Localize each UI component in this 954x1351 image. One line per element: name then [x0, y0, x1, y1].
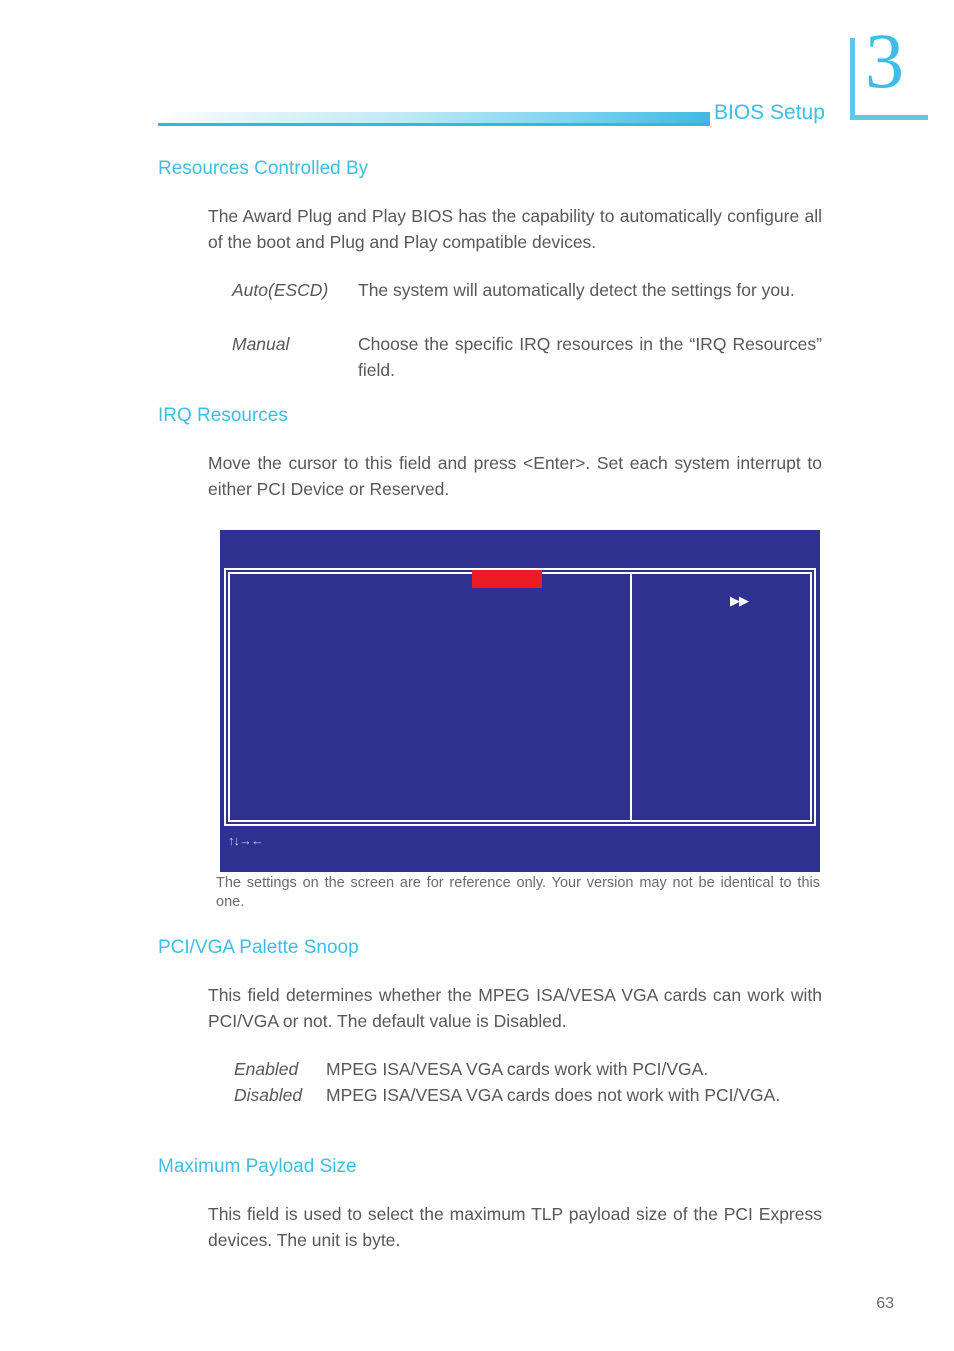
page-header [0, 0, 954, 150]
definition-auto-escd [232, 277, 822, 329]
definition-term: Disabled [234, 1085, 303, 1105]
paragraph-irq-resources: Move the cursor to this field and press <Enter>. Set each system interrupt to either PCI Device or Reserved. [208, 453, 822, 499]
definition-manual [232, 331, 822, 383]
paragraph-pci-vga-palette-snoop: This field determines whether the MPEG ISA/VESA VGA cards can work with PCI/VGA or not. The default value is Disabled. [208, 985, 822, 1031]
heading-pci-vga-palette-snoop: PCI/VGA Palette Snoop [158, 937, 359, 958]
definition-description: The system will automatically detect the settings for you. [358, 280, 795, 300]
definition-enabled [234, 1056, 822, 1082]
bios-setup-screenshot [220, 530, 820, 872]
definition-disabled [234, 1082, 822, 1134]
bios-arrow-keys-icon: ↑↓→← [228, 833, 263, 848]
bios-scroll-arrows-icon: ▶▶ [730, 593, 748, 608]
heading-irq-resources: IRQ Resources [158, 405, 288, 426]
heading-resources-controlled-by: Resources Controlled By [158, 158, 369, 179]
page-number: 63 [876, 1295, 894, 1312]
header-rule-underline [158, 123, 710, 126]
header-section-label: BIOS Setup [714, 101, 825, 124]
definition-description: MPEG ISA/VESA VGA cards does not work with PCI/VGA. [326, 1085, 781, 1105]
definition-term: Manual [232, 334, 290, 354]
chapter-bracket-vertical [850, 38, 855, 116]
definition-term: Enabled [234, 1059, 299, 1079]
bios-panel-divider [630, 574, 632, 820]
paragraph-resources-controlled-by: The Award Plug and Play BIOS has the capability to automatically configure all of the boot and Plug and Play compatible devices. [208, 206, 822, 252]
header-gradient-rule [158, 112, 710, 123]
chapter-bracket-horizontal [850, 115, 928, 120]
figure-caption: The settings on the screen are for reference only. Your version may not be identical to this one. [216, 875, 820, 910]
definition-term: Auto(ESCD) [232, 280, 329, 300]
definition-description: MPEG ISA/VESA VGA cards work with PCI/VGA. [326, 1059, 709, 1079]
heading-maximum-payload-size: Maximum Payload Size [158, 1156, 357, 1177]
paragraph-maximum-payload-size: This field is used to select the maximum TLP payload size of the PCI Express devices. The unit is byte. [208, 1204, 822, 1250]
definition-description: Choose the specific IRQ resources in the “IRQ Resources” field. [358, 334, 822, 380]
chapter-number: 3 [865, 17, 904, 104]
bios-selected-row-highlight [472, 570, 542, 588]
bios-inner-frame [228, 572, 812, 822]
